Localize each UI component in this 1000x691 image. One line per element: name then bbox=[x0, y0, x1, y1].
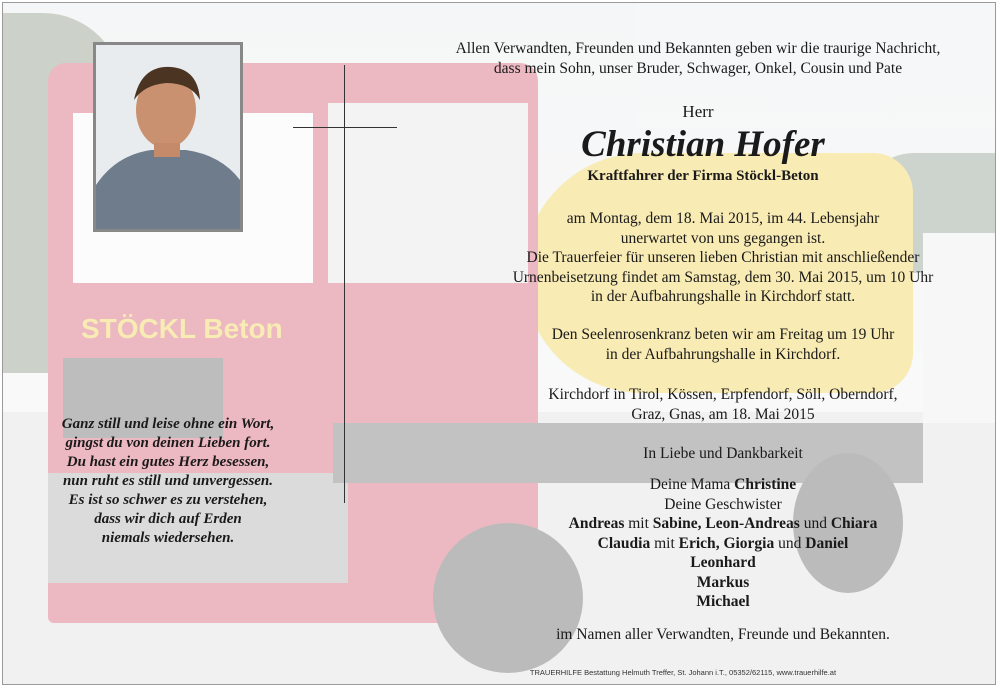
deceased-name: Christian Hofer bbox=[581, 124, 825, 165]
closing-line: In Liebe und Dankbarkeit bbox=[643, 445, 803, 462]
intro-text: Allen Verwandten, Freunden und Bekannten geben wir die traurige Nachricht, dass mein Sohn, unser Bruder, Schwager, Onkel, Cousin und Pate bbox=[455, 40, 941, 77]
cross-vertical bbox=[344, 65, 345, 503]
occupation: Kraftfahrer der Firma Stöckl-Beton bbox=[587, 168, 819, 184]
final-line: im Namen aller Verwandten, Freunde und Bekannten. bbox=[556, 626, 890, 643]
poem: Ganz still und leise ohne ein Wort, gingst du von deinen Lieben fort. Du hast ein gutes Herz besessen, nun ruht es still und unvergessen. Es ist so schwer es zu verstehen, dass wir dich auf Erden niemals wiedersehen. bbox=[61, 416, 275, 546]
rosary-notice: Den Seelenrosenkranz beten wir am Freitag um 19 Uhr in der Aufbahrungshalle in Kirchdorf. bbox=[551, 326, 895, 363]
truck-logo: STÖCKL Beton bbox=[81, 313, 283, 344]
footer-undertaker: TRAUERHILFE Bestattung Helmuth Treffer, St. Johann i.T., 05352/62115, www.trauerhilfe.at bbox=[529, 668, 837, 677]
cross-horizontal bbox=[293, 127, 397, 128]
portrait-photo bbox=[93, 42, 243, 232]
family-list: Deine Mama Christine Deine Geschwister Andreas mit Sabine, Leon-Andreas und Chiara Claudia mit Erich, Giorgia und Daniel Leonhard Markus Michael bbox=[568, 476, 878, 610]
obituary-card bbox=[2, 2, 996, 685]
death-notice: am Montag, dem 18. Mai 2015, im 44. Lebensjahr unerwartet von uns gegangen ist. Die Trauerfeier für unseren lieben Christian mit anschließender Urnenbeisetzung findet am Samstag, dem 30. Mai 2015, um 10 Uhr in der Aufbahrungshalle in Kirchdorf statt. bbox=[512, 210, 934, 305]
salutation: Herr bbox=[682, 102, 714, 121]
places-date: Kirchdorf in Tirol, Kössen, Erpfendorf, Söll, Oberndorf, Graz, Gnas, am 18. Mai 2015 bbox=[548, 386, 898, 423]
